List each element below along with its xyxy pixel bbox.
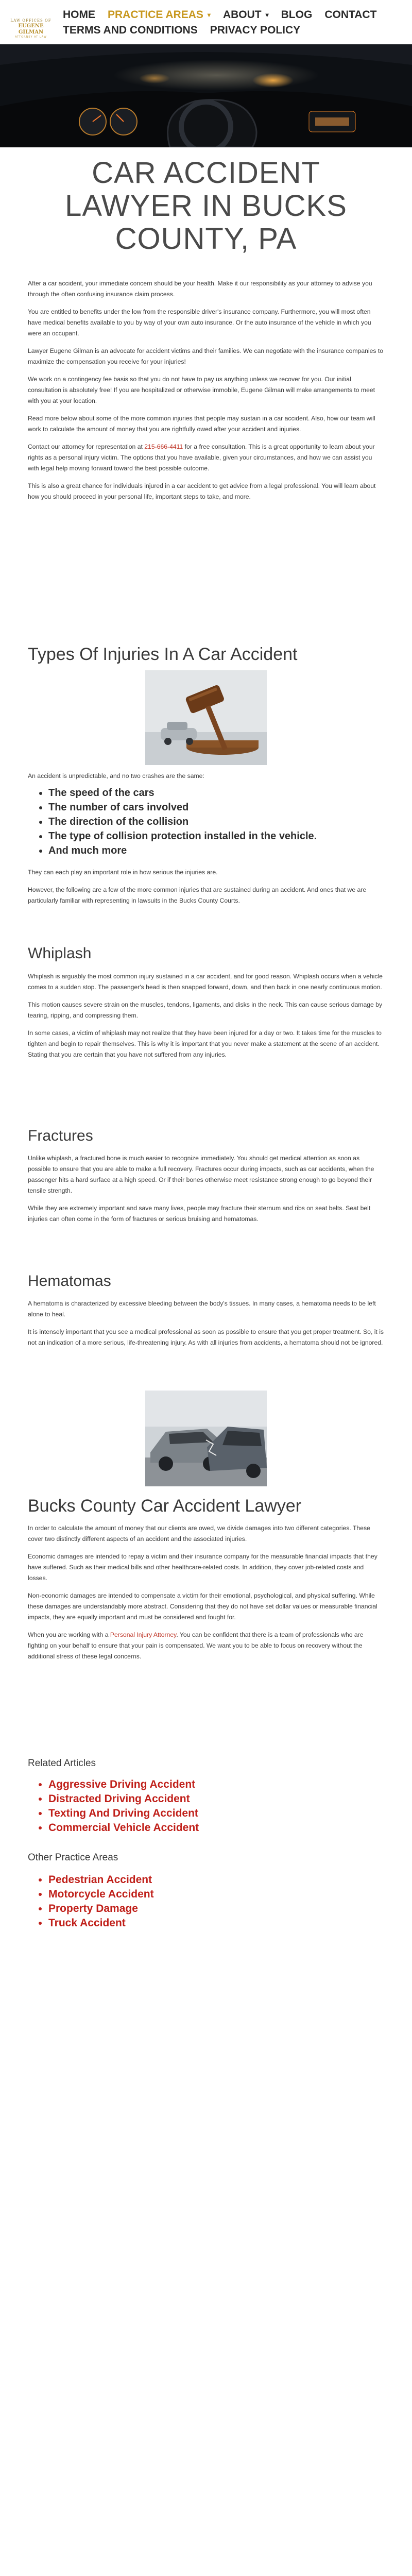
intro-paragraph: Lawyer Eugene Gilman is an advocate for accident victims and their families. We can negotiate with the insurance companies to maximize the compensation you receive for your injuries! (28, 347, 384, 365)
other-item (48, 1873, 384, 1887)
fractures-section (28, 1153, 384, 1225)
other-item (48, 1916, 384, 1930)
hematomas-section (28, 1298, 384, 1348)
page-title: CAR ACCIDENT LAWYER IN BUCKS COUNTY, PA (65, 156, 347, 256)
nav-item-contact[interactable]: CONTACT (324, 9, 377, 21)
factors-note: They can each play an important role in how serious the injuries are. (28, 869, 218, 876)
intro-paragraph: You are entitled to benefits under the low from the responsible driver's insurance company. Furthermore, you will most often have medical benefits available to you by way of your own auto insurance. Or the auto insurance of the vehicle in which you were an occupant. (28, 308, 371, 337)
list-item: • The speed of the cars (48, 786, 384, 800)
related-link[interactable]: Commercial Vehicle Accident (48, 1822, 199, 1834)
related-link[interactable]: Aggressive Driving Accident (48, 1778, 196, 1790)
whiplash-heading: Whiplash (28, 945, 92, 962)
contact-text: for a free consultation. This is a great opportunity to learn about your rights as a personal injury victim. The options that you have available, given your circumstances, and how we can assist you with legal help moving forward toward the best possible outcome. (28, 443, 375, 472)
related-link[interactable]: Texting And Driving Accident (48, 1807, 198, 1819)
site-header (0, 0, 412, 44)
intro-paragraph: After a car accident, your immediate concern should be your health. Make it our responsibility as your attorney to advise you through the often confusing insurance claim process. (28, 280, 372, 298)
list-item: • The number of cars involved (48, 800, 384, 815)
other-section (28, 1873, 384, 1930)
fractures-heading: Fractures (28, 1127, 93, 1144)
other-item (48, 1902, 384, 1916)
chevron-down-icon: ▾ (265, 11, 269, 19)
working-paragraph (28, 1630, 384, 1662)
chevron-down-icon: ▾ (207, 11, 211, 19)
bucks-paragraph: In order to calculate the amount of money that our clients are owed, we divide damages into two different categories. These cover two distinctly different aspects of an accident and the associated injuries. (28, 1524, 370, 1543)
whiplash-paragraph: Whiplash is arguably the most common injury sustained in a car accident, and for good reason. Whiplash occurs when a vehicle comes to a sudden stop. The passenger's head is then snapped forward, down, and then back in one nearly continuous motion. (28, 973, 383, 991)
site-logo[interactable] (7, 19, 55, 39)
related-list (28, 1777, 384, 1835)
unpredictable-text: An accident is unpredictable, and no two crashes are the same: (28, 772, 204, 779)
gavel-icon (145, 670, 267, 765)
whiplash-paragraph: This motion causes severe strain on the muscles, tendons, ligaments, and disks in the neck. This can cause serious damage by tearing, ripping, and compressing them. (28, 1001, 383, 1019)
related-heading: Related Articles (28, 1758, 96, 1769)
other-link[interactable]: Property Damage (48, 1903, 138, 1914)
logo-line-3: ATTORNEY AT LAW (15, 36, 47, 39)
other-heading: Other Practice Areas (28, 1852, 118, 1863)
nav-item-label: PRACTICE AREAS (108, 9, 203, 21)
hematomas-paragraph: It is intensely important that you see a medical professional as soon as possible to ensure that you get proper treatment. So, it is not an indication of a more serious, life-threatening injury. As with all injuries from accidents, a hematoma should not be ignored. (28, 1328, 384, 1346)
factors-list (28, 786, 384, 858)
nav-item-label: ABOUT (222, 9, 262, 21)
car-interior-icon (0, 44, 412, 147)
other-link[interactable]: Truck Accident (48, 1917, 126, 1929)
bucks-paragraph: Non-economic damages are intended to compensate a victim for their emotional, psychological, and physical suffering. While these damages are understandably more abstract. Considering that they do not have set dollar values or measurable financial impacts, they are equally important and must be considered and fought for. (28, 1592, 377, 1621)
bucks-section (28, 1523, 384, 1662)
contact-paragraph (28, 442, 384, 474)
list-item: • The type of collision protection installed in the vehicle. (48, 829, 384, 843)
hematomas-heading: Hematomas (28, 1273, 111, 1290)
list-item: • The direction of the collision (48, 815, 384, 829)
related-item (48, 1806, 384, 1821)
types-heading: Types Of Injuries In A Car Accident (28, 645, 298, 664)
factors-note: However, the following are a few of the more common injuries that are sustained during an accident. And ones that we are particularly familiar with representing in lawsuits in the Bucks County Courts. (28, 886, 367, 904)
intro-paragraph: This is also a great chance for individuals injured in a car accident to get advice from a legal professional. You will learn about how you should proceed in your personal life, important steps to take, and more. (28, 482, 376, 500)
hematomas-paragraph: A hematoma is characterized by excessive bleeding between the body's tissues. In many cases, a hematoma needs to be left alone to heal. (28, 1300, 376, 1318)
logo-line-1: LAW OFFICES OF (10, 19, 52, 23)
other-link[interactable]: Pedestrian Accident (48, 1874, 152, 1886)
nav-item-about[interactable] (223, 9, 269, 21)
intro-section (28, 278, 384, 502)
phone-link[interactable]: 215-666-4411 (144, 443, 183, 450)
fractures-paragraph: While they are extremely important and save many lives, people may fracture their sternum and ribs on seat belts. Seat belt injuries can often come in the form of fractures or serious bruising and hematomas. (28, 1205, 371, 1223)
other-link[interactable]: Motorcycle Accident (48, 1888, 154, 1900)
working-text: . You can be confident that there is a team of professionals who are fighting on your behalf to ensure that your pain is compensated. We want you to be able to focus on recovery without the additional stress of these legal concerns. (28, 1631, 364, 1660)
main-nav (63, 7, 392, 38)
intro-paragraph: We work on a contingency fee basis so that you do not have to pay us anything unless we recover for you. Our initial consultation is absolutely free! If you are hospitalized or otherwise immobile, Eugene Gilman will make arrangements to meet with you at your location. (28, 376, 375, 404)
bucks-paragraph: Economic damages are intended to repay a victim and their insurance company for the measurable financial impacts that they have suffered. Such as their medical bills and other healthcare-related costs. In addition, they cover job-related costs and losses. (28, 1553, 377, 1582)
bucks-heading: Bucks County Car Accident Lawyer (28, 1496, 302, 1516)
nav-item-home[interactable]: HOME (63, 9, 95, 21)
nav-item-terms[interactable]: TERMS AND CONDITIONS (63, 24, 198, 36)
other-item (48, 1887, 384, 1902)
nav-item-privacy[interactable]: PRIVACY POLICY (210, 24, 301, 36)
working-text: When you are working with a (28, 1631, 110, 1638)
other-list (28, 1873, 384, 1930)
gavel-and-toy-car-image (145, 670, 267, 765)
nav-item-practice-areas[interactable] (108, 9, 211, 21)
crashed-cars-image (145, 1391, 267, 1486)
whiplash-paragraph: In some cases, a victim of whiplash may not realize that they have been injured for a day or two. It takes time for the muscles to tighten and begin to repair themselves. This is why it is important that you never make a statement at the scene of an accident. Stating that you are certain that you have not suffered from any injuries. (28, 1029, 382, 1058)
contact-text: Contact our attorney for representation at (28, 443, 145, 450)
logo-line-2: EUGENE GILMAN (18, 23, 44, 35)
list-item: • And much more (48, 843, 384, 858)
intro-paragraph: Read more below about some of the more common injuries that people may sustain in a car accident. Also, how our team will work to calculate the amount of money that you are rightfully owed after your accident and injuries. (28, 415, 375, 433)
related-section (28, 1777, 384, 1835)
personal-injury-link[interactable]: Personal Injury Attorney (110, 1631, 177, 1638)
related-link[interactable]: Distracted Driving Accident (48, 1793, 190, 1805)
car-dashboard-night-image (0, 44, 412, 147)
fractures-paragraph: Unlike whiplash, a fractured bone is much easier to recognize immediately. You should get medical attention as soon as possible to ensure that you are able to make a full recovery. Fractures occur during impacts, such as car accidents, when the passenger hits a hard surface at a high speed. Or if their bones otherwise meet resistance strong enough to go beyond their tensile strength. (28, 1155, 374, 1194)
whiplash-section (28, 971, 384, 1060)
nav-item-blog[interactable]: BLOG (281, 9, 313, 21)
related-item (48, 1792, 384, 1806)
car-crash-icon (145, 1391, 267, 1486)
related-item (48, 1821, 384, 1835)
factors-section (28, 771, 384, 906)
related-item (48, 1777, 384, 1792)
